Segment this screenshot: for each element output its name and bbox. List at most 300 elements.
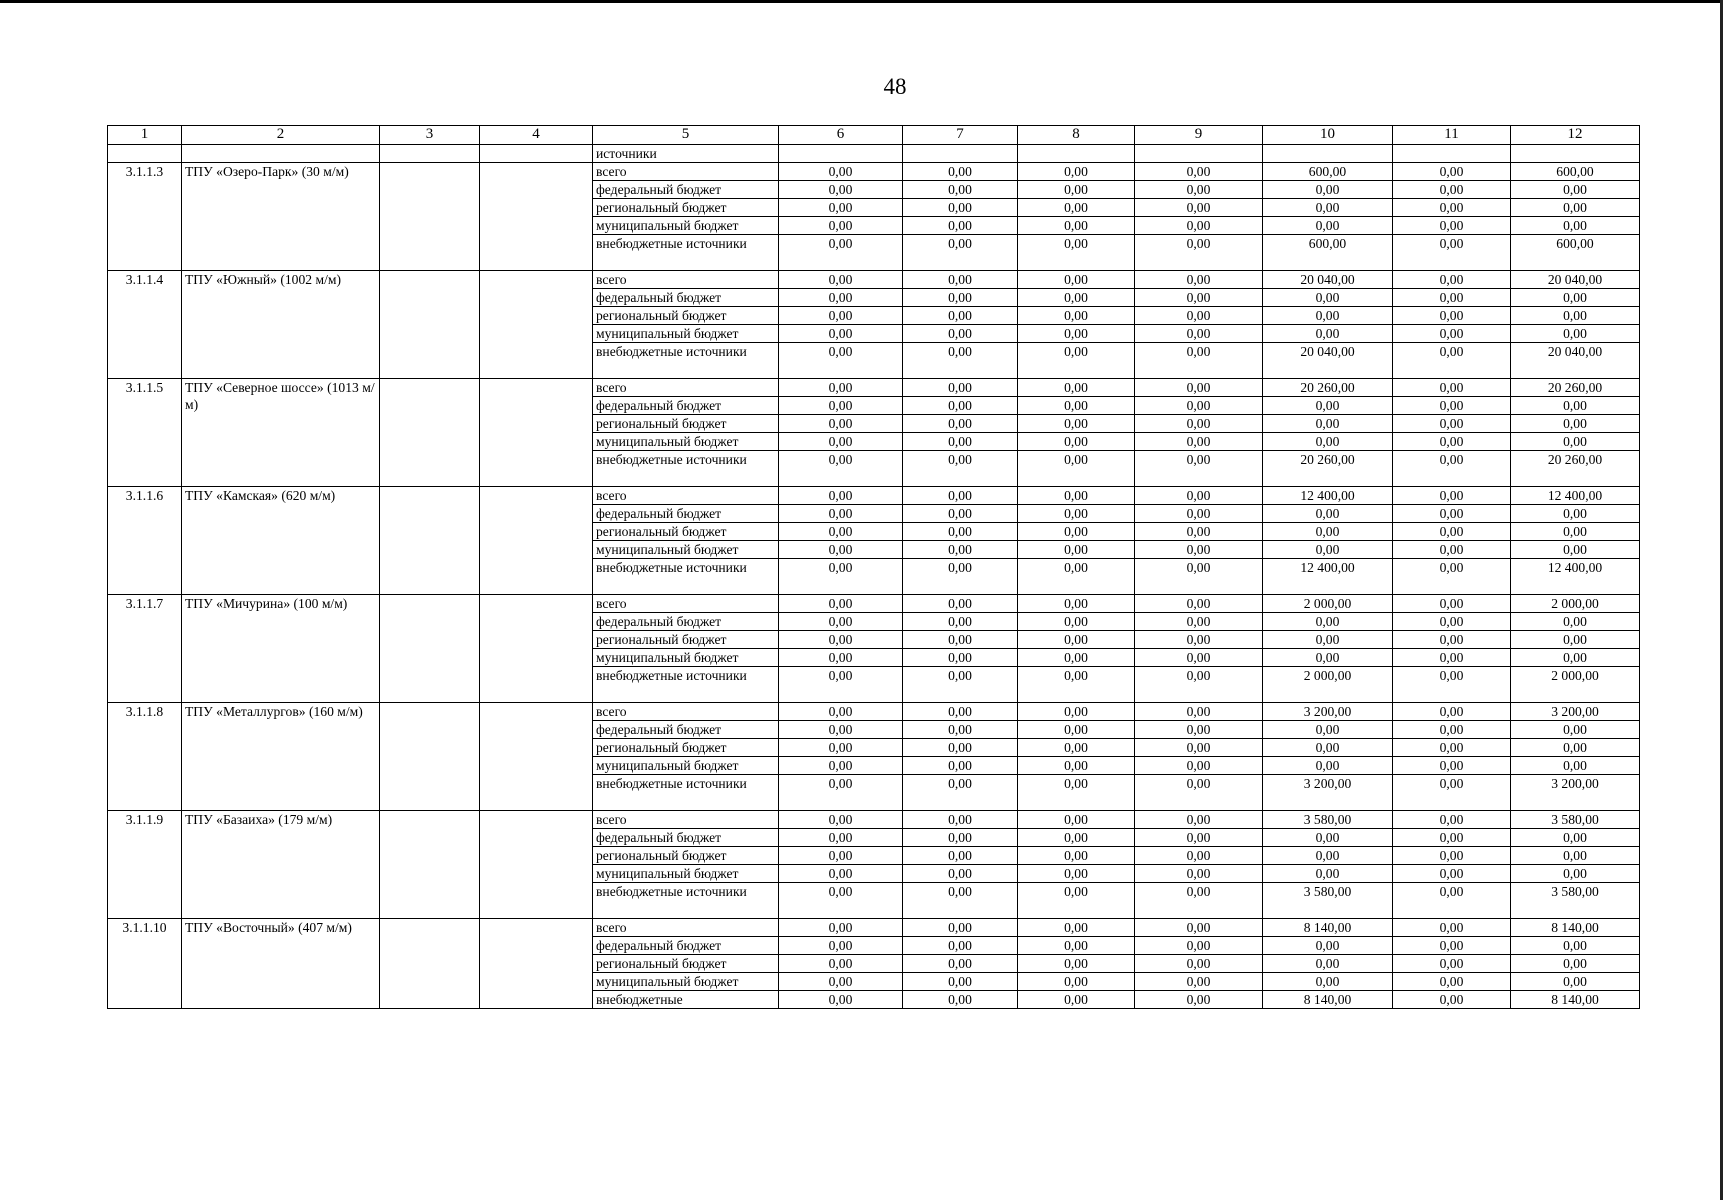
cell-empty — [903, 145, 1018, 163]
amount-cell-col-7: 0,00 — [903, 181, 1018, 199]
cell-empty — [1263, 145, 1393, 163]
amount-cell-col-7: 0,00 — [903, 829, 1018, 847]
funding-source-cell: внебюджетные источники — [593, 667, 779, 703]
item-name-cell: ТПУ «Озеро-Парк» (30 м/м) — [182, 163, 380, 271]
amount-cell-col-10: 20 040,00 — [1263, 343, 1393, 379]
amount-cell-col-12: 0,00 — [1511, 217, 1640, 235]
amount-cell-col-9: 0,00 — [1135, 415, 1263, 433]
funding-source-cell: федеральный бюджет — [593, 613, 779, 631]
amount-cell-col-6: 0,00 — [779, 811, 903, 829]
amount-cell-col-12: 2 000,00 — [1511, 595, 1640, 613]
amount-cell-col-11: 0,00 — [1393, 811, 1511, 829]
amount-cell-col-6: 0,00 — [779, 847, 903, 865]
amount-cell-col-12: 3 580,00 — [1511, 883, 1640, 919]
amount-cell-col-12: 0,00 — [1511, 415, 1640, 433]
funding-source-cell: муниципальный бюджет — [593, 325, 779, 343]
amount-cell-col-7: 0,00 — [903, 847, 1018, 865]
amount-cell-col-11: 0,00 — [1393, 721, 1511, 739]
amount-cell-col-6: 0,00 — [779, 379, 903, 397]
amount-cell-col-7: 0,00 — [903, 163, 1018, 181]
amount-cell-col-8: 0,00 — [1018, 667, 1135, 703]
amount-cell-col-10: 0,00 — [1263, 865, 1393, 883]
amount-cell-col-10: 0,00 — [1263, 217, 1393, 235]
amount-cell-col-8: 0,00 — [1018, 973, 1135, 991]
amount-cell-col-8: 0,00 — [1018, 595, 1135, 613]
amount-cell-col-6: 0,00 — [779, 649, 903, 667]
amount-cell-col-11: 0,00 — [1393, 163, 1511, 181]
amount-cell-col-6: 0,00 — [779, 883, 903, 919]
continuation-row — [108, 145, 1640, 163]
amount-cell-col-10: 2 000,00 — [1263, 667, 1393, 703]
amount-cell-col-10: 0,00 — [1263, 415, 1393, 433]
amount-cell-col-8: 0,00 — [1018, 559, 1135, 595]
amount-cell-col-12: 0,00 — [1511, 433, 1640, 451]
amount-cell-col-6: 0,00 — [779, 505, 903, 523]
amount-cell-col-9: 0,00 — [1135, 631, 1263, 649]
empty-col4-cell — [480, 487, 593, 595]
funding-source-cell: федеральный бюджет — [593, 937, 779, 955]
amount-cell-col-9: 0,00 — [1135, 505, 1263, 523]
amount-cell-col-6: 0,00 — [779, 703, 903, 721]
amount-cell-col-9: 0,00 — [1135, 919, 1263, 937]
amount-cell-col-7: 0,00 — [903, 973, 1018, 991]
amount-cell-col-9: 0,00 — [1135, 199, 1263, 217]
cell-empty — [1511, 145, 1640, 163]
amount-cell-col-10: 0,00 — [1263, 631, 1393, 649]
amount-cell-col-6: 0,00 — [779, 523, 903, 541]
amount-cell-col-6: 0,00 — [779, 289, 903, 307]
amount-cell-col-8: 0,00 — [1018, 865, 1135, 883]
amount-cell-col-12: 0,00 — [1511, 937, 1640, 955]
amount-cell-col-8: 0,00 — [1018, 739, 1135, 757]
amount-cell-col-6: 0,00 — [779, 433, 903, 451]
amount-cell-col-6: 0,00 — [779, 271, 903, 289]
cell-empty — [1018, 145, 1135, 163]
amount-cell-col-7: 0,00 — [903, 433, 1018, 451]
funding-source-cell: всего — [593, 811, 779, 829]
amount-cell-col-11: 0,00 — [1393, 883, 1511, 919]
funding-source-cell: внебюджетные источники — [593, 883, 779, 919]
empty-col3-cell — [380, 919, 480, 1009]
amount-cell-col-7: 0,00 — [903, 991, 1018, 1009]
amount-cell-col-10: 3 580,00 — [1263, 811, 1393, 829]
column-number-7: 7 — [903, 126, 1018, 145]
amount-cell-col-9: 0,00 — [1135, 325, 1263, 343]
amount-cell-col-6: 0,00 — [779, 775, 903, 811]
amount-cell-col-9: 0,00 — [1135, 523, 1263, 541]
amount-cell-col-11: 0,00 — [1393, 955, 1511, 973]
amount-cell-col-10: 0,00 — [1263, 721, 1393, 739]
amount-cell-col-7: 0,00 — [903, 415, 1018, 433]
amount-cell-col-7: 0,00 — [903, 865, 1018, 883]
amount-cell-col-8: 0,00 — [1018, 271, 1135, 289]
amount-cell-col-6: 0,00 — [779, 865, 903, 883]
cell-empty — [1135, 145, 1263, 163]
page-number: 48 — [883, 74, 907, 99]
amount-cell-col-10: 20 260,00 — [1263, 379, 1393, 397]
amount-cell-col-10: 0,00 — [1263, 433, 1393, 451]
amount-cell-col-12: 0,00 — [1511, 199, 1640, 217]
amount-cell-col-8: 0,00 — [1018, 883, 1135, 919]
amount-cell-col-10: 0,00 — [1263, 325, 1393, 343]
amount-cell-col-12: 0,00 — [1511, 829, 1640, 847]
empty-col3-cell — [380, 379, 480, 487]
table-row — [108, 919, 1640, 937]
amount-cell-col-10: 0,00 — [1263, 505, 1393, 523]
amount-cell-col-6: 0,00 — [779, 307, 903, 325]
amount-cell-col-7: 0,00 — [903, 883, 1018, 919]
amount-cell-col-7: 0,00 — [903, 919, 1018, 937]
amount-cell-col-10: 600,00 — [1263, 235, 1393, 271]
amount-cell-col-10: 0,00 — [1263, 973, 1393, 991]
amount-cell-col-6: 0,00 — [779, 559, 903, 595]
funding-source-cell: региональный бюджет — [593, 739, 779, 757]
funding-source-cell: федеральный бюджет — [593, 397, 779, 415]
item-code-cell: 3.1.1.8 — [108, 703, 182, 811]
amount-cell-col-8: 0,00 — [1018, 721, 1135, 739]
amount-cell-col-9: 0,00 — [1135, 721, 1263, 739]
amount-cell-col-9: 0,00 — [1135, 991, 1263, 1009]
amount-cell-col-9: 0,00 — [1135, 613, 1263, 631]
amount-cell-col-10: 3 580,00 — [1263, 883, 1393, 919]
amount-cell-col-10: 0,00 — [1263, 847, 1393, 865]
empty-col3-cell — [380, 163, 480, 271]
amount-cell-col-10: 600,00 — [1263, 163, 1393, 181]
amount-cell-col-12: 20 260,00 — [1511, 451, 1640, 487]
empty-col3-cell — [380, 595, 480, 703]
amount-cell-col-11: 0,00 — [1393, 937, 1511, 955]
amount-cell-col-7: 0,00 — [903, 523, 1018, 541]
table-row — [108, 595, 1640, 613]
amount-cell-col-10: 12 400,00 — [1263, 559, 1393, 595]
amount-cell-col-6: 0,00 — [779, 343, 903, 379]
funding-source-cell: региональный бюджет — [593, 955, 779, 973]
amount-cell-col-6: 0,00 — [779, 631, 903, 649]
amount-cell-col-11: 0,00 — [1393, 379, 1511, 397]
amount-cell-col-8: 0,00 — [1018, 847, 1135, 865]
amount-cell-col-8: 0,00 — [1018, 937, 1135, 955]
amount-cell-col-10: 0,00 — [1263, 649, 1393, 667]
amount-cell-col-6: 0,00 — [779, 919, 903, 937]
amount-cell-col-6: 0,00 — [779, 415, 903, 433]
empty-col4-cell — [480, 595, 593, 703]
amount-cell-col-6: 0,00 — [779, 721, 903, 739]
amount-cell-col-9: 0,00 — [1135, 451, 1263, 487]
amount-cell-col-10: 0,00 — [1263, 397, 1393, 415]
amount-cell-col-11: 0,00 — [1393, 865, 1511, 883]
amount-cell-col-9: 0,00 — [1135, 343, 1263, 379]
empty-col4-cell — [480, 379, 593, 487]
amount-cell-col-6: 0,00 — [779, 973, 903, 991]
amount-cell-col-9: 0,00 — [1135, 487, 1263, 505]
amount-cell-col-12: 0,00 — [1511, 649, 1640, 667]
amount-cell-col-11: 0,00 — [1393, 649, 1511, 667]
funding-source-cell: всего — [593, 487, 779, 505]
item-name-cell: ТПУ «Мичурина» (100 м/м) — [182, 595, 380, 703]
amount-cell-col-12: 0,00 — [1511, 973, 1640, 991]
amount-cell-col-10: 0,00 — [1263, 739, 1393, 757]
funding-source-cell: федеральный бюджет — [593, 289, 779, 307]
amount-cell-col-9: 0,00 — [1135, 271, 1263, 289]
amount-cell-col-9: 0,00 — [1135, 847, 1263, 865]
amount-cell-col-11: 0,00 — [1393, 847, 1511, 865]
empty-col3-cell — [380, 271, 480, 379]
amount-cell-col-7: 0,00 — [903, 217, 1018, 235]
amount-cell-col-6: 0,00 — [779, 541, 903, 559]
amount-cell-col-9: 0,00 — [1135, 667, 1263, 703]
amount-cell-col-6: 0,00 — [779, 739, 903, 757]
funding-source-cell: всего — [593, 163, 779, 181]
column-number-5: 5 — [593, 126, 779, 145]
amount-cell-col-12: 3 200,00 — [1511, 775, 1640, 811]
amount-cell-col-12: 600,00 — [1511, 235, 1640, 271]
amount-cell-col-7: 0,00 — [903, 649, 1018, 667]
funding-source-cell: федеральный бюджет — [593, 181, 779, 199]
amount-cell-col-12: 12 400,00 — [1511, 559, 1640, 595]
amount-cell-col-8: 0,00 — [1018, 703, 1135, 721]
funding-source-cell: федеральный бюджет — [593, 829, 779, 847]
amount-cell-col-10: 0,00 — [1263, 523, 1393, 541]
amount-cell-col-11: 0,00 — [1393, 631, 1511, 649]
amount-cell-col-12: 8 140,00 — [1511, 919, 1640, 937]
amount-cell-col-11: 0,00 — [1393, 973, 1511, 991]
amount-cell-col-12: 20 040,00 — [1511, 271, 1640, 289]
empty-col4-cell — [480, 271, 593, 379]
amount-cell-col-11: 0,00 — [1393, 343, 1511, 379]
funding-source-cell: внебюджетные источники — [593, 343, 779, 379]
amount-cell-col-11: 0,00 — [1393, 415, 1511, 433]
amount-cell-col-8: 0,00 — [1018, 325, 1135, 343]
amount-cell-col-8: 0,00 — [1018, 919, 1135, 937]
cell-empty — [380, 145, 480, 163]
amount-cell-col-6: 0,00 — [779, 181, 903, 199]
amount-cell-col-12: 0,00 — [1511, 865, 1640, 883]
amount-cell-col-10: 3 200,00 — [1263, 703, 1393, 721]
amount-cell-col-9: 0,00 — [1135, 289, 1263, 307]
column-number-2: 2 — [182, 126, 380, 145]
amount-cell-col-11: 0,00 — [1393, 181, 1511, 199]
amount-cell-col-12: 0,00 — [1511, 325, 1640, 343]
amount-cell-col-11: 0,00 — [1393, 613, 1511, 631]
amount-cell-col-10: 20 040,00 — [1263, 271, 1393, 289]
amount-cell-col-11: 0,00 — [1393, 451, 1511, 487]
amount-cell-col-7: 0,00 — [903, 955, 1018, 973]
amount-cell-col-10: 0,00 — [1263, 541, 1393, 559]
amount-cell-col-8: 0,00 — [1018, 307, 1135, 325]
amount-cell-col-10: 3 200,00 — [1263, 775, 1393, 811]
amount-cell-col-10: 0,00 — [1263, 937, 1393, 955]
amount-cell-col-10: 20 260,00 — [1263, 451, 1393, 487]
item-code-cell: 3.1.1.5 — [108, 379, 182, 487]
amount-cell-col-8: 0,00 — [1018, 955, 1135, 973]
amount-cell-col-8: 0,00 — [1018, 163, 1135, 181]
amount-cell-col-9: 0,00 — [1135, 181, 1263, 199]
item-code-cell: 3.1.1.7 — [108, 595, 182, 703]
funding-source-cell: внебюджетные источники — [593, 775, 779, 811]
funding-source-cell: региональный бюджет — [593, 847, 779, 865]
table-row — [108, 487, 1640, 505]
amount-cell-col-9: 0,00 — [1135, 595, 1263, 613]
amount-cell-col-7: 0,00 — [903, 703, 1018, 721]
amount-cell-col-9: 0,00 — [1135, 955, 1263, 973]
amount-cell-col-9: 0,00 — [1135, 217, 1263, 235]
cell-empty — [108, 145, 182, 163]
amount-cell-col-6: 0,00 — [779, 667, 903, 703]
item-code-cell: 3.1.1.4 — [108, 271, 182, 379]
amount-cell-col-11: 0,00 — [1393, 703, 1511, 721]
amount-cell-col-12: 0,00 — [1511, 757, 1640, 775]
amount-cell-col-11: 0,00 — [1393, 271, 1511, 289]
amount-cell-col-9: 0,00 — [1135, 775, 1263, 811]
amount-cell-col-6: 0,00 — [779, 829, 903, 847]
amount-cell-col-10: 0,00 — [1263, 181, 1393, 199]
table-row — [108, 379, 1640, 397]
table-row — [108, 271, 1640, 289]
amount-cell-col-11: 0,00 — [1393, 307, 1511, 325]
amount-cell-col-7: 0,00 — [903, 199, 1018, 217]
amount-cell-col-11: 0,00 — [1393, 397, 1511, 415]
funding-source-cell: региональный бюджет — [593, 415, 779, 433]
amount-cell-col-12: 0,00 — [1511, 523, 1640, 541]
funding-source-cell: муниципальный бюджет — [593, 973, 779, 991]
funding-source-cell: региональный бюджет — [593, 199, 779, 217]
amount-cell-col-11: 0,00 — [1393, 775, 1511, 811]
amount-cell-col-11: 0,00 — [1393, 289, 1511, 307]
amount-cell-col-7: 0,00 — [903, 271, 1018, 289]
funding-source-cell: внебюджетные источники — [593, 235, 779, 271]
amount-cell-col-12: 20 040,00 — [1511, 343, 1640, 379]
amount-cell-col-6: 0,00 — [779, 613, 903, 631]
amount-cell-col-12: 0,00 — [1511, 397, 1640, 415]
funding-source-cell: внебюджетные источники — [593, 559, 779, 595]
amount-cell-col-9: 0,00 — [1135, 433, 1263, 451]
amount-cell-col-7: 0,00 — [903, 487, 1018, 505]
column-number-11: 11 — [1393, 126, 1511, 145]
amount-cell-col-11: 0,00 — [1393, 829, 1511, 847]
scan-edge-top — [0, 0, 1723, 3]
amount-cell-col-8: 0,00 — [1018, 235, 1135, 271]
funding-source-cell: муниципальный бюджет — [593, 433, 779, 451]
funding-source-cell: муниципальный бюджет — [593, 757, 779, 775]
amount-cell-col-7: 0,00 — [903, 541, 1018, 559]
amount-cell-col-10: 8 140,00 — [1263, 991, 1393, 1009]
amount-cell-col-12: 0,00 — [1511, 721, 1640, 739]
amount-cell-col-9: 0,00 — [1135, 703, 1263, 721]
amount-cell-col-8: 0,00 — [1018, 181, 1135, 199]
column-number-3: 3 — [380, 126, 480, 145]
item-name-cell: ТПУ «Базаиха» (179 м/м) — [182, 811, 380, 919]
empty-col4-cell — [480, 163, 593, 271]
amount-cell-col-9: 0,00 — [1135, 757, 1263, 775]
amount-cell-col-12: 0,00 — [1511, 631, 1640, 649]
amount-cell-col-6: 0,00 — [779, 217, 903, 235]
amount-cell-col-8: 0,00 — [1018, 379, 1135, 397]
funding-source-cell: федеральный бюджет — [593, 721, 779, 739]
amount-cell-col-11: 0,00 — [1393, 433, 1511, 451]
amount-cell-col-8: 0,00 — [1018, 649, 1135, 667]
amount-cell-col-12: 2 000,00 — [1511, 667, 1640, 703]
amount-cell-col-8: 0,00 — [1018, 811, 1135, 829]
amount-cell-col-11: 0,00 — [1393, 487, 1511, 505]
amount-cell-col-11: 0,00 — [1393, 235, 1511, 271]
column-number-8: 8 — [1018, 126, 1135, 145]
amount-cell-col-12: 0,00 — [1511, 541, 1640, 559]
amount-cell-col-7: 0,00 — [903, 595, 1018, 613]
amount-cell-col-6: 0,00 — [779, 163, 903, 181]
amount-cell-col-7: 0,00 — [903, 667, 1018, 703]
item-name-cell: ТПУ «Камская» (620 м/м) — [182, 487, 380, 595]
amount-cell-col-6: 0,00 — [779, 991, 903, 1009]
amount-cell-col-11: 0,00 — [1393, 667, 1511, 703]
amount-cell-col-8: 0,00 — [1018, 397, 1135, 415]
amount-cell-col-11: 0,00 — [1393, 199, 1511, 217]
amount-cell-col-7: 0,00 — [903, 775, 1018, 811]
amount-cell-col-7: 0,00 — [903, 343, 1018, 379]
item-code-cell: 3.1.1.9 — [108, 811, 182, 919]
amount-cell-col-6: 0,00 — [779, 235, 903, 271]
amount-cell-col-10: 0,00 — [1263, 829, 1393, 847]
amount-cell-col-10: 0,00 — [1263, 955, 1393, 973]
amount-cell-col-7: 0,00 — [903, 757, 1018, 775]
funding-source-cell: муниципальный бюджет — [593, 541, 779, 559]
item-name-cell: ТПУ «Металлургов» (160 м/м) — [182, 703, 380, 811]
table-row — [108, 163, 1640, 181]
amount-cell-col-9: 0,00 — [1135, 811, 1263, 829]
amount-cell-col-7: 0,00 — [903, 559, 1018, 595]
amount-cell-col-6: 0,00 — [779, 397, 903, 415]
column-number-6: 6 — [779, 126, 903, 145]
item-code-cell: 3.1.1.3 — [108, 163, 182, 271]
amount-cell-col-6: 0,00 — [779, 757, 903, 775]
amount-cell-col-12: 0,00 — [1511, 505, 1640, 523]
amount-cell-col-8: 0,00 — [1018, 505, 1135, 523]
funding-source-cell: всего — [593, 703, 779, 721]
cell-empty — [779, 145, 903, 163]
amount-cell-col-11: 0,00 — [1393, 595, 1511, 613]
empty-col4-cell — [480, 919, 593, 1009]
amount-cell-col-6: 0,00 — [779, 325, 903, 343]
funding-source-cell: региональный бюджет — [593, 631, 779, 649]
amount-cell-col-10: 0,00 — [1263, 613, 1393, 631]
amount-cell-col-10: 2 000,00 — [1263, 595, 1393, 613]
amount-cell-col-8: 0,00 — [1018, 289, 1135, 307]
amount-cell-col-7: 0,00 — [903, 811, 1018, 829]
column-number-row — [108, 126, 1640, 145]
amount-cell-col-7: 0,00 — [903, 937, 1018, 955]
funding-source-cell: внебюджетные — [593, 991, 779, 1009]
funding-source-cell: всего — [593, 379, 779, 397]
amount-cell-col-12: 3 580,00 — [1511, 811, 1640, 829]
empty-col3-cell — [380, 487, 480, 595]
cell-empty — [480, 145, 593, 163]
amount-cell-col-11: 0,00 — [1393, 541, 1511, 559]
amount-cell-col-8: 0,00 — [1018, 829, 1135, 847]
amount-cell-col-9: 0,00 — [1135, 235, 1263, 271]
amount-cell-col-11: 0,00 — [1393, 991, 1511, 1009]
amount-cell-col-9: 0,00 — [1135, 937, 1263, 955]
amount-cell-col-7: 0,00 — [903, 235, 1018, 271]
amount-cell-col-9: 0,00 — [1135, 739, 1263, 757]
amount-cell-col-7: 0,00 — [903, 613, 1018, 631]
amount-cell-col-9: 0,00 — [1135, 883, 1263, 919]
item-name-cell: ТПУ «Южный» (1002 м/м) — [182, 271, 380, 379]
amount-cell-col-8: 0,00 — [1018, 415, 1135, 433]
amount-cell-col-8: 0,00 — [1018, 199, 1135, 217]
amount-cell-col-8: 0,00 — [1018, 451, 1135, 487]
amount-cell-col-7: 0,00 — [903, 289, 1018, 307]
amount-cell-col-7: 0,00 — [903, 325, 1018, 343]
amount-cell-col-9: 0,00 — [1135, 379, 1263, 397]
